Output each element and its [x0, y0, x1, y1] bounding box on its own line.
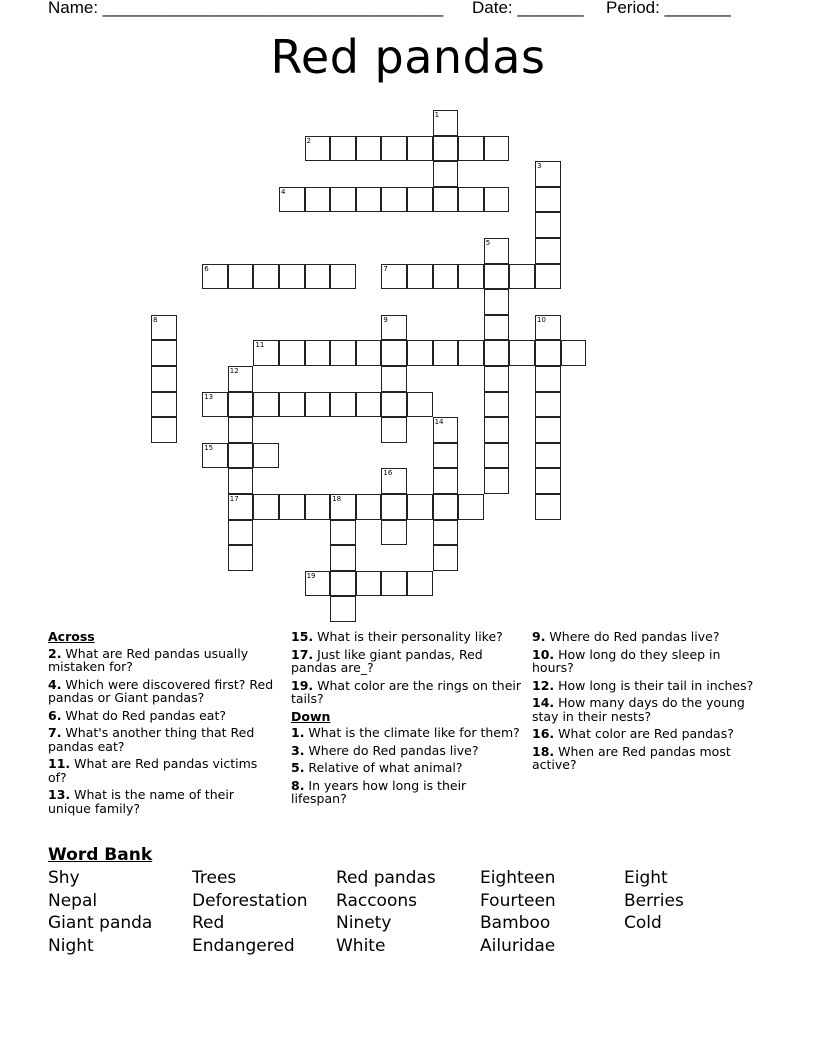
grid-cell[interactable] — [535, 494, 561, 520]
grid-cell[interactable] — [279, 187, 305, 213]
grid-cell[interactable] — [407, 392, 433, 418]
grid-cell[interactable] — [484, 417, 510, 443]
clue-item — [291, 679, 523, 706]
grid-cell[interactable] — [330, 571, 356, 597]
word-bank-item: Raccoons — [336, 890, 417, 911]
grid-cell[interactable] — [202, 264, 228, 290]
grid-cell[interactable] — [330, 187, 356, 213]
clue-text: When are Red pandas most active? — [532, 743, 731, 772]
clue-number: 19. — [291, 677, 314, 693]
clue-number: 12 — [229, 367, 239, 375]
clue-number: 1. — [291, 725, 305, 740]
grid-cell[interactable] — [356, 136, 382, 162]
clue-number: 10. — [532, 646, 555, 662]
grid-cell[interactable] — [458, 187, 484, 213]
grid-cell[interactable] — [279, 264, 305, 290]
grid-cell[interactable] — [535, 315, 561, 341]
grid-cell[interactable] — [228, 392, 254, 418]
clue-text: Relative of what animal? — [304, 760, 463, 775]
grid-cell[interactable] — [407, 264, 433, 290]
word-bank-item: Red — [192, 913, 225, 934]
grid-cell[interactable] — [484, 468, 510, 494]
clue-text: How long do they sleep in hours? — [532, 646, 721, 675]
clue-number: 13. — [48, 787, 71, 802]
clue-number: 4 — [281, 187, 286, 196]
clue-number: 6. — [48, 707, 62, 723]
clue-item — [291, 779, 523, 806]
grid-cell[interactable] — [330, 494, 356, 520]
grid-cell[interactable] — [305, 392, 331, 418]
grid-cell[interactable] — [253, 494, 279, 520]
grid-cell[interactable] — [433, 110, 459, 136]
grid-cell[interactable] — [484, 392, 510, 418]
clue-number: 1 — [434, 111, 440, 119]
clue-number: 18 — [332, 495, 342, 503]
word-bank-item: Eight — [624, 868, 668, 888]
clue-number: 3. — [291, 742, 305, 758]
grid-cell[interactable] — [228, 417, 254, 443]
clue-number: 8. — [291, 777, 305, 793]
down-heading: Down — [291, 708, 331, 724]
grid-cell[interactable] — [202, 392, 228, 418]
grid-cell[interactable] — [407, 187, 433, 213]
grid-cell[interactable] — [228, 264, 254, 290]
grid-cell[interactable] — [305, 264, 331, 290]
grid-cell[interactable] — [228, 545, 254, 571]
grid-cell[interactable] — [535, 212, 561, 238]
grid-cell[interactable] — [381, 571, 407, 597]
clue-number: 11. — [48, 756, 71, 771]
grid-cell[interactable] — [407, 494, 433, 520]
clue-item — [291, 648, 523, 675]
grid-cell[interactable] — [305, 187, 331, 213]
clue-number: 8 — [153, 315, 158, 324]
grid-cell[interactable] — [381, 136, 407, 162]
clue-number: 11 — [255, 341, 265, 350]
word-bank-item: Fourteen — [480, 890, 556, 911]
word-bank-item: Nepal — [48, 890, 98, 911]
word-bank-item: Trees — [192, 868, 237, 888]
grid-cell[interactable] — [433, 264, 459, 290]
clue-number: 17 — [229, 495, 239, 503]
clue-text: How long is their tail in inches? — [554, 677, 754, 693]
clue-text: Which were discovered first? Red pandas or Giant pandas? — [48, 676, 274, 705]
word-bank-item: Shy — [48, 868, 80, 888]
word-bank-title: Word Bank — [48, 845, 153, 865]
grid-cell[interactable] — [535, 340, 561, 366]
grid-cell[interactable] — [356, 392, 382, 418]
clue-text: What are Red pandas usually mistaken for? — [48, 645, 249, 674]
clue-number: 18. — [532, 743, 555, 759]
grid-cell[interactable] — [356, 571, 382, 597]
across-heading: Across — [48, 629, 95, 644]
word-bank-item: Night — [48, 935, 94, 956]
word-bank-item: Bamboo — [480, 913, 551, 934]
grid-cell[interactable] — [381, 392, 407, 418]
grid-cell[interactable] — [433, 417, 459, 443]
grid-cell[interactable] — [305, 340, 331, 366]
grid-cell[interactable] — [407, 340, 433, 366]
word-bank-item: Red pandas — [336, 868, 436, 888]
grid-cell[interactable] — [535, 392, 561, 418]
page-title: Red pandas — [270, 30, 546, 84]
grid-cell[interactable] — [202, 443, 228, 469]
grid-cell[interactable] — [253, 340, 279, 366]
clue-number: 15 — [204, 443, 214, 452]
date-field[interactable]: Date: _______ — [472, 0, 584, 17]
grid-cell[interactable] — [381, 187, 407, 213]
grid-cell[interactable] — [484, 264, 510, 290]
clue-text: What is their personality like? — [313, 629, 503, 644]
grid-cell[interactable] — [484, 366, 510, 392]
grid-cell[interactable] — [279, 340, 305, 366]
clue-item — [48, 709, 278, 723]
grid-cell[interactable] — [381, 315, 407, 341]
clue-text: What are Red pandas victims of? — [48, 756, 258, 785]
grid-cell[interactable] — [433, 468, 459, 494]
grid-cell[interactable] — [484, 187, 510, 213]
clue-item — [291, 630, 523, 644]
word-bank-item: Endangered — [192, 935, 295, 956]
word-bank-item: Cold — [624, 913, 662, 934]
clue-item — [48, 757, 278, 784]
grid-cell[interactable] — [535, 187, 561, 213]
clue-text: In years how long is their lifespan? — [291, 777, 467, 806]
grid-cell[interactable] — [484, 238, 510, 264]
grid-cell[interactable] — [458, 136, 484, 162]
grid-cell[interactable] — [279, 494, 305, 520]
clue-number: 19 — [306, 571, 316, 580]
grid-cell[interactable] — [433, 161, 459, 187]
word-bank-item: Berries — [624, 890, 684, 911]
clue-number: 2. — [48, 645, 62, 661]
grid-cell[interactable] — [228, 366, 254, 392]
grid-cell[interactable] — [381, 340, 407, 366]
grid-cell[interactable] — [484, 315, 510, 341]
grid-cell[interactable] — [509, 340, 535, 366]
grid-cell[interactable] — [381, 494, 407, 520]
clue-number: 15. — [291, 629, 314, 644]
clue-text: What do Red pandas eat? — [61, 707, 227, 723]
grid-cell[interactable] — [535, 468, 561, 494]
grid-cell[interactable] — [228, 520, 254, 546]
clue-item — [291, 744, 523, 758]
clue-item — [532, 679, 762, 693]
grid-cell[interactable] — [458, 494, 484, 520]
clue-number: 9. — [532, 629, 546, 644]
clue-item — [291, 726, 523, 740]
grid-cell[interactable] — [330, 520, 356, 546]
grid-cell[interactable] — [305, 136, 331, 162]
clue-number: 7. — [48, 725, 62, 740]
grid-cell[interactable] — [433, 187, 459, 213]
grid-cell[interactable] — [356, 187, 382, 213]
clue-number: 5 — [485, 239, 491, 247]
grid-cell[interactable] — [535, 238, 561, 264]
clue-number: 17. — [291, 646, 314, 662]
period-field[interactable]: Period: _______ — [606, 0, 731, 17]
clue-number: 4. — [48, 676, 62, 692]
clue-text: Where do Red pandas live? — [545, 629, 720, 644]
clue-text: What color are the rings on their tails? — [291, 677, 521, 706]
grid-cell[interactable] — [433, 443, 459, 469]
grid-cell[interactable] — [484, 443, 510, 469]
grid-cell[interactable] — [151, 340, 177, 366]
grid-cell[interactable] — [535, 366, 561, 392]
grid-cell[interactable] — [509, 264, 535, 290]
clue-number: 7 — [383, 264, 388, 273]
clue-item — [532, 727, 762, 741]
grid-cell[interactable] — [228, 494, 254, 520]
grid-cell[interactable] — [381, 417, 407, 443]
grid-cell[interactable] — [561, 340, 587, 366]
grid-cell[interactable] — [356, 494, 382, 520]
clue-number: 10 — [537, 315, 546, 324]
grid-cell[interactable] — [433, 494, 459, 520]
clue-item — [48, 726, 278, 753]
clue-number: 16. — [532, 726, 555, 741]
grid-cell[interactable] — [381, 264, 407, 290]
clue-text: How many days do the young stay in their nests? — [532, 695, 745, 724]
word-bank-item: Ninety — [336, 913, 392, 934]
grid-cell[interactable] — [356, 340, 382, 366]
word-bank-item: Giant panda — [48, 913, 153, 934]
clue-text: Just like giant pandas, Red pandas are_? — [291, 646, 483, 675]
grid-cell[interactable] — [253, 264, 279, 290]
clue-item — [291, 761, 523, 775]
grid-cell[interactable] — [407, 136, 433, 162]
grid-cell[interactable] — [228, 468, 254, 494]
grid-cell[interactable] — [151, 417, 177, 443]
grid-cell[interactable] — [433, 136, 459, 162]
grid-cell[interactable] — [151, 366, 177, 392]
word-bank — [48, 867, 768, 957]
grid-cell[interactable] — [330, 340, 356, 366]
clues-column-3 — [532, 630, 762, 776]
grid-cell[interactable] — [407, 571, 433, 597]
grid-cell[interactable] — [253, 443, 279, 469]
grid-cell[interactable] — [381, 366, 407, 392]
name-field[interactable]: Name: ____________________________________ — [48, 0, 444, 17]
grid-cell[interactable] — [330, 596, 356, 622]
clue-text: What color are Red pandas? — [554, 726, 734, 741]
clue-text: Where do Red pandas live? — [304, 742, 479, 758]
grid-cell[interactable] — [305, 494, 331, 520]
clue-number: 14. — [532, 695, 555, 710]
clue-text: What is the climate like for them? — [304, 725, 520, 740]
grid-cell[interactable] — [381, 520, 407, 546]
grid-cell[interactable] — [330, 264, 356, 290]
grid-cell[interactable] — [151, 392, 177, 418]
clue-number: 3 — [537, 162, 542, 171]
word-bank-item: White — [336, 935, 386, 956]
clue-item — [532, 648, 762, 675]
grid-cell[interactable] — [330, 136, 356, 162]
clue-item — [532, 630, 762, 644]
grid-cell[interactable] — [484, 340, 510, 366]
clue-text: What is the name of their unique family? — [48, 787, 234, 816]
word-bank-item: Deforestation — [192, 890, 308, 911]
grid-cell[interactable] — [535, 161, 561, 187]
clues-column-2 — [291, 630, 523, 810]
clue-number: 2 — [306, 136, 312, 145]
clue-number: 12. — [532, 677, 555, 693]
grid-cell[interactable] — [535, 264, 561, 290]
clue-number: 6 — [204, 264, 209, 273]
grid-cell[interactable] — [433, 545, 459, 571]
grid-cell[interactable] — [381, 468, 407, 494]
clue-number: 5. — [291, 760, 305, 775]
grid-cell[interactable] — [458, 264, 484, 290]
grid-cell[interactable] — [151, 315, 177, 341]
clue-number: 13 — [204, 392, 214, 401]
grid-cell[interactable] — [535, 417, 561, 443]
grid-cell[interactable] — [535, 443, 561, 469]
grid-cell[interactable] — [279, 392, 305, 418]
clues-column-1 — [48, 630, 278, 819]
clue-number: 9 — [383, 315, 388, 324]
grid-cell[interactable] — [330, 545, 356, 571]
grid-cell[interactable] — [330, 392, 356, 418]
clue-item — [48, 678, 278, 705]
clue-item — [48, 647, 278, 674]
grid-cell[interactable] — [305, 571, 331, 597]
grid-cell[interactable] — [484, 289, 510, 315]
clue-number: 14 — [434, 418, 444, 427]
grid-cell[interactable] — [484, 136, 510, 162]
grid-cell[interactable] — [433, 520, 459, 546]
clue-item — [532, 745, 762, 772]
clue-item — [48, 788, 278, 815]
word-bank-item: Eighteen — [480, 868, 556, 888]
clue-text: What's another thing that Red pandas eat? — [48, 725, 255, 754]
grid-cell[interactable] — [433, 340, 459, 366]
clue-number: 16 — [383, 469, 393, 478]
grid-cell[interactable] — [228, 443, 254, 469]
clue-item — [532, 696, 762, 723]
grid-cell[interactable] — [253, 392, 279, 418]
word-bank-item: Ailuridae — [480, 935, 556, 956]
grid-cell[interactable] — [458, 340, 484, 366]
